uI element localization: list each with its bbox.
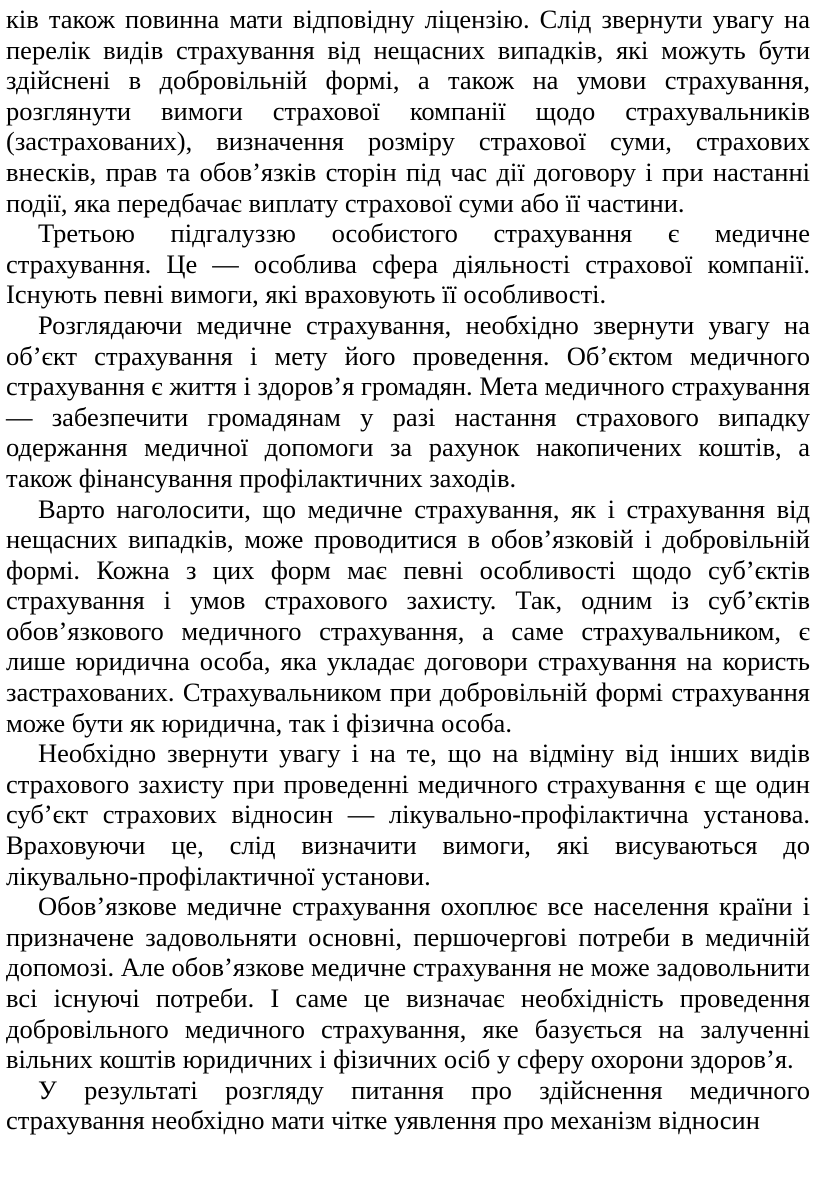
paragraph-object-and-purpose: Розглядаючи медичне страхування, необхідно звернути увагу на об’єкт страхування і мету його проведення. Об’єктом медичного страхування є життя і здоров’я громадян. Мета медичного страхування — забезпечити громадянам у разі настання страхового випадку одержання медичної допомоги за рахунок накопичених коштів, а також фінансування профілактичних заходів. <box>6 309 810 493</box>
paragraph-medical-insurance-intro: Третьою підгалуззю особистого страхування є медичне страхування. Це — особлива сфера діяльності страхової компанії. Існують певні вимоги, які враховують її особливості. <box>6 218 810 310</box>
paragraph-medical-institution: Необхідно звернути увагу і на те, що на відміну від інших видів страхового захисту при проведенні медичного страхування є ще один суб’єкт страхових відносин — лікувально-профілактична установа. Враховуючи це, слід визначити вимоги, які висуваються до лікувально-профілактичної установи. <box>6 738 810 891</box>
paragraph-continuation: ків також повинна мати відповідну ліцензію. Слід звернути увагу на перелік видів страхування від нещасних випадків, які можуть бути здійснені в добровільній формі, а також на умови страхування, розглянути вимоги страхової компанії щодо страхувальників (застрахованих), визначення розміру страхової суми, страхових внесків, прав та обов’язків сторін під час дії договору і при настанні події, яка передбачає виплату страхової суми або її частини. <box>6 4 810 218</box>
paragraph-conclusion-start: У результаті розгляду питання про здійснення медичного страхування необхідно мати чітке уявлення про механізм відносин <box>6 1074 810 1136</box>
paragraph-forms-of-insurance: Варто наголосити, що медичне страхування, як і страхування від нещасних випадків, може проводитися в обов’язковій і добровільній формі. Кожна з цих форм має певні особливості щодо суб’єктів страхування і умов страхового захисту. Так, одним із суб’єктів обов’язкового медичного страхування, а саме страхувальником, є лише юридична особа, яка укладає договори страхування на користь застрахованих. Страхувальником при добровільній формі страхування може бути як юридична, так і фізична особа. <box>6 493 810 738</box>
paragraph-mandatory-vs-voluntary: Обов’язкове медичне страхування охоплює все населення країни і призначене задовольняти основні, першочергові потреби в медичній допомозі. Але обов’язкове медичне страхування не може задовольнити всі існуючі потреби. І саме це визначає необхідність проведення добровільного медичного страхування, яке базується на залученні вільних коштів юридичних і фізичних осіб у сферу охорони здоров’я. <box>6 891 810 1075</box>
